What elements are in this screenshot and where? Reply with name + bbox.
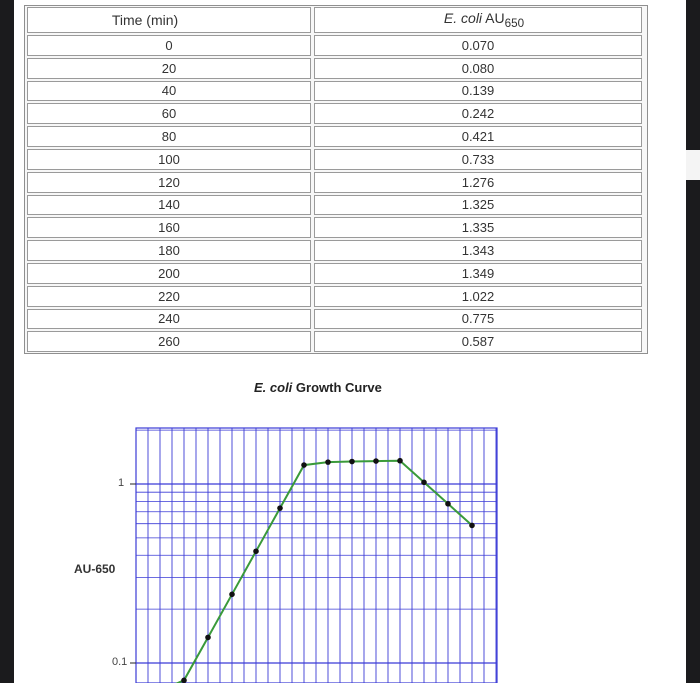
time-cell: 60 [27,103,311,124]
time-cell: 180 [27,240,311,261]
chart-title-rest: Growth Curve [292,380,382,395]
header-unit: AU [482,10,505,27]
header-wavelength: 650 [504,16,525,30]
data-point [301,462,307,468]
data-point [205,635,211,641]
data-point [229,591,235,597]
data-point [373,458,379,464]
y-tick-0-1: 0.1 [112,656,128,668]
data-point [421,480,427,486]
data-point [469,523,475,529]
absorbance-cell: 0.242 [314,103,642,124]
time-cell: 20 [27,58,311,79]
absorbance-cell: 0.421 [314,126,642,147]
chart-title-species: E. coli [254,380,293,395]
data-point [397,458,403,464]
header-time-label: Time (min) [111,12,179,28]
time-cell: 40 [27,81,311,102]
y-axis-label: AU-650 [74,562,116,576]
data-point [181,678,187,683]
time-cell: 240 [27,309,311,330]
time-cell: 220 [27,286,311,307]
absorbance-cell: 0.733 [314,149,642,170]
data-point [349,459,355,465]
absorbance-cell: 1.335 [314,217,642,238]
absorbance-cell: 1.325 [314,195,642,216]
data-point [277,505,283,511]
absorbance-cell: 1.022 [314,286,642,307]
absorbance-cell: 1.276 [314,172,642,193]
time-cell: 160 [27,217,311,238]
absorbance-cell: 1.343 [314,240,642,261]
y-tick-1: 1 [118,477,125,489]
absorbance-cell: 0.587 [314,331,642,352]
time-cell: 140 [27,195,311,216]
time-cell: 200 [27,263,311,284]
absorbance-cell: 1.349 [314,263,642,284]
time-cell: 100 [27,149,311,170]
time-cell: 260 [27,331,311,352]
time-cell: 0 [27,35,311,56]
data-point [253,548,259,554]
absorbance-cell: 0.070 [314,35,642,56]
absorbance-cell: 0.775 [314,309,642,330]
time-cell: 120 [27,172,311,193]
time-cell: 80 [27,126,311,147]
absorbance-cell: 0.080 [314,58,642,79]
absorbance-cell: 0.139 [314,81,642,102]
header-species: E. coli [443,10,483,27]
data-point [325,459,331,465]
data-point [445,501,451,507]
